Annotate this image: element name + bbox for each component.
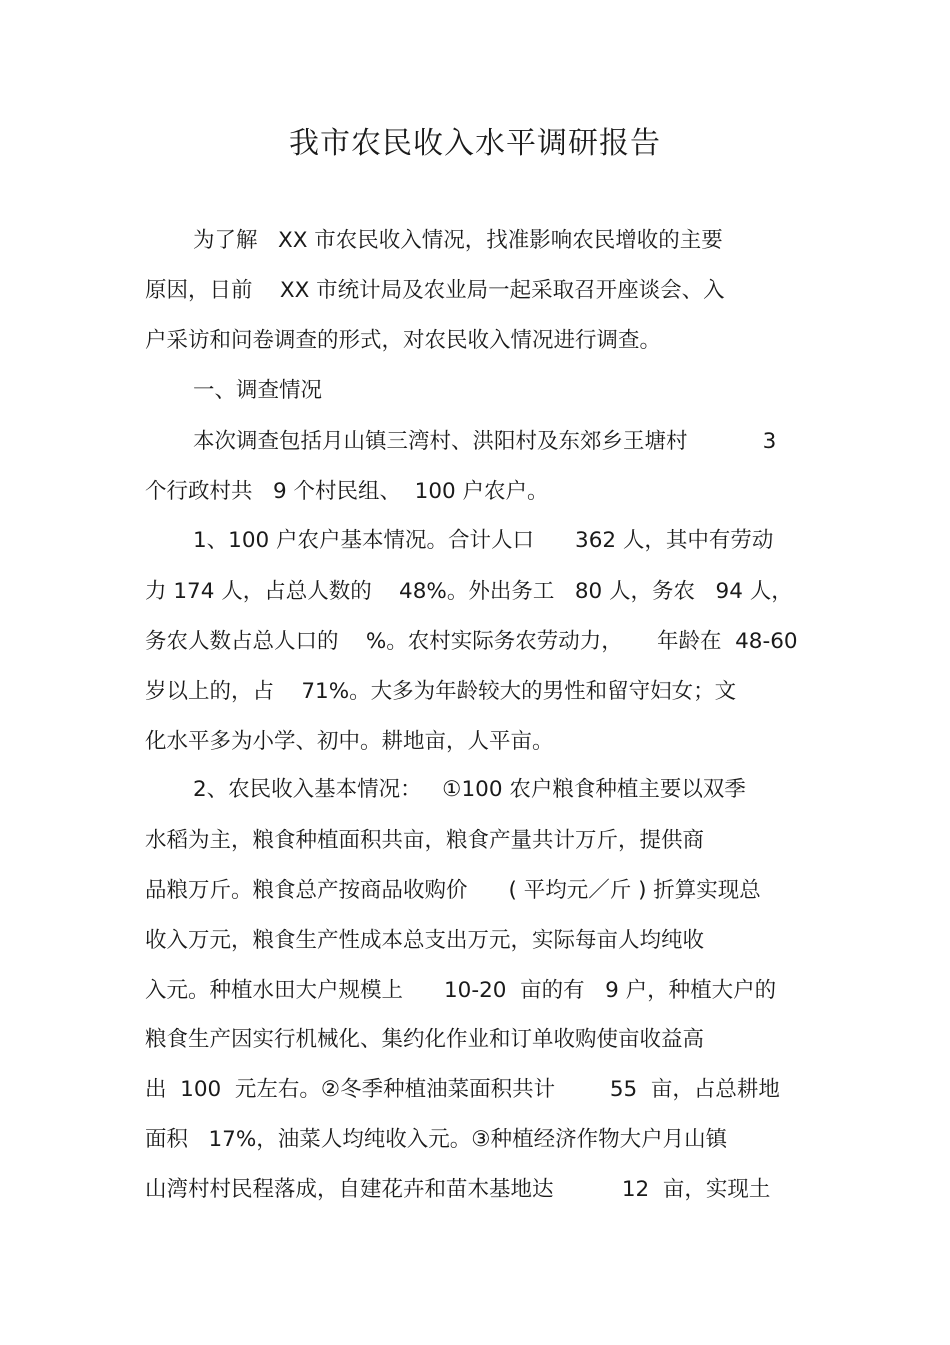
- paragraph-line: 山湾村村民程落成，自建花卉和苗木基地达 12 亩，实现土: [145, 1177, 771, 1202]
- paragraph-line: 原因，日前 XX 市统计局及农业局一起采取召开座谈会、入: [145, 278, 725, 303]
- paragraph-line: 个行政村共 9 个村民组、 100 户农户。: [145, 479, 549, 504]
- paragraph-line: 岁以上的，占 71%。大多为年龄较大的男性和留守妇女；文: [145, 679, 737, 704]
- paragraph-line: 1、100 户农户基本情况。合计人口 362 人，其中有劳动: [193, 528, 774, 553]
- document-title: 我市农民收入水平调研报告: [289, 126, 661, 161]
- paragraph-line: 面积 17%，油菜人均纯收入元。③种植经济作物大户月山镇: [145, 1127, 728, 1152]
- paragraph-line: 务农人数占总人口的 %。农村实际务农劳动力， 年龄在 48-60: [145, 629, 798, 654]
- paragraph-line: 入元。种植水田大户规模上 10-20 亩的有 9 户，种植大户的: [145, 978, 777, 1003]
- paragraph-line: 本次调查包括月山镇三湾村、洪阳村及东郊乡王塘村 3: [193, 429, 777, 454]
- paragraph-line: 为了解 XX 市农民收入情况，找准影响农民增收的主要: [193, 228, 723, 253]
- paragraph-line: 2、农民收入基本情况： ①100 农户粮食种植主要以双季: [193, 777, 746, 802]
- paragraph-line: 品粮万斤。粮食总产按商品收购价 ( 平均元／斤 ) 折算实现总: [145, 878, 761, 903]
- section-heading: 一、调查情况: [193, 378, 323, 403]
- paragraph-line: 力 174 人，占总人数的 48%。外出务工 80 人，务农 94 人，: [145, 579, 793, 604]
- paragraph-line: 水稻为主，粮食种植面积共亩，粮食产量共计万斤，提供商: [145, 828, 705, 853]
- paragraph-line: 户采访和问卷调查的形式，对农民收入情况进行调查。: [145, 328, 662, 353]
- paragraph-line: 化水平多为小学、初中。耕地亩，人平亩。: [145, 729, 554, 754]
- paragraph-line: 出 100 元左右。②冬季种植油菜面积共计 55 亩，占总耕地: [145, 1077, 780, 1102]
- paragraph-line: 粮食生产因实行机械化、集约化作业和订单收购使亩收益高: [145, 1027, 705, 1052]
- paragraph-line: 收入万元，粮食生产性成本总支出万元，实际每亩人均纯收: [145, 928, 705, 953]
